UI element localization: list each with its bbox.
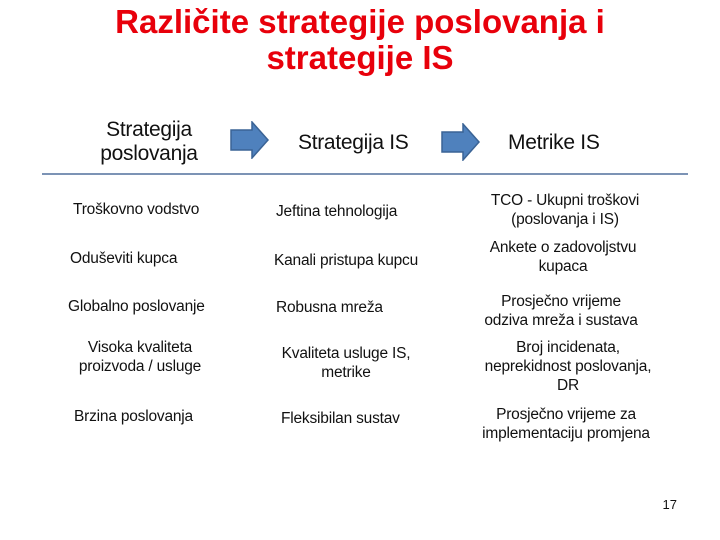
right-arrow-icon bbox=[441, 123, 481, 161]
row-5-business bbox=[74, 407, 193, 426]
header-divider bbox=[42, 173, 688, 175]
cell-line: Ankete o zadovoljstvu bbox=[489, 239, 637, 256]
header-is-metrics: Metrike IS bbox=[508, 131, 600, 154]
right-arrow-icon bbox=[230, 121, 270, 159]
cell-line: Brzina poslovanja bbox=[74, 408, 193, 425]
row-4-business bbox=[60, 338, 220, 376]
cell-line: TCO - Ukupni troškovi bbox=[490, 192, 640, 209]
row-5-is-strategy bbox=[281, 409, 400, 428]
row-1-is-strategy bbox=[276, 202, 397, 221]
cell-line: implementaciju promjena bbox=[482, 425, 650, 442]
row-3-is-strategy bbox=[276, 298, 383, 317]
row-1-business bbox=[73, 200, 199, 219]
cell-line: Kvaliteta usluge IS, bbox=[281, 345, 411, 362]
row-2-metric bbox=[463, 238, 663, 276]
cell-line: Broj incidenata, bbox=[516, 339, 620, 356]
cell-line: kupaca bbox=[538, 258, 588, 275]
cell-line: Fleksibilan sustav bbox=[281, 410, 400, 427]
cell-line: Troškovno vodstvo bbox=[73, 201, 200, 218]
header-business-strategy-line-1: Strategija bbox=[106, 118, 192, 141]
cell-line: neprekidnost poslovanja, bbox=[484, 358, 652, 375]
row-2-business bbox=[70, 249, 177, 268]
cell-line: Globalno poslovanje bbox=[68, 298, 205, 315]
row-1-metric bbox=[465, 191, 665, 229]
row-2-is-strategy bbox=[274, 251, 418, 270]
row-4-metric bbox=[468, 338, 668, 395]
page-number: 17 bbox=[662, 497, 677, 512]
slide-title bbox=[0, 4, 720, 76]
row-4-is-strategy bbox=[266, 344, 426, 382]
header-business-strategy-line-2: poslovanja bbox=[100, 142, 198, 165]
slide-title-line-1: Različite strategije poslovanja i bbox=[115, 3, 605, 40]
cell-line: Jeftina tehnologija bbox=[276, 203, 398, 220]
cell-line: proizvoda / usluge bbox=[78, 358, 202, 375]
cell-line: (poslovanja i IS) bbox=[511, 211, 619, 228]
header-is-strategy: Strategija IS bbox=[298, 131, 409, 154]
cell-line: Visoka kvaliteta bbox=[87, 339, 193, 356]
cell-line: Prosječno vrijeme za bbox=[496, 406, 636, 423]
slide-title-line-2: strategije IS bbox=[266, 39, 454, 76]
cell-line: odziva mreža i sustava bbox=[484, 312, 638, 329]
row-5-metric bbox=[466, 405, 666, 443]
header-business-strategy bbox=[84, 118, 214, 166]
cell-line: Kanali pristupa kupcu bbox=[274, 252, 419, 269]
row-3-metric bbox=[461, 292, 661, 330]
cell-line: Prosječno vrijeme bbox=[501, 293, 621, 310]
cell-line: metrike bbox=[321, 364, 371, 381]
cell-line: Oduševiti kupca bbox=[70, 250, 178, 267]
row-3-business bbox=[68, 297, 205, 316]
cell-line: Robusna mreža bbox=[276, 299, 383, 316]
cell-line: DR bbox=[557, 377, 579, 394]
